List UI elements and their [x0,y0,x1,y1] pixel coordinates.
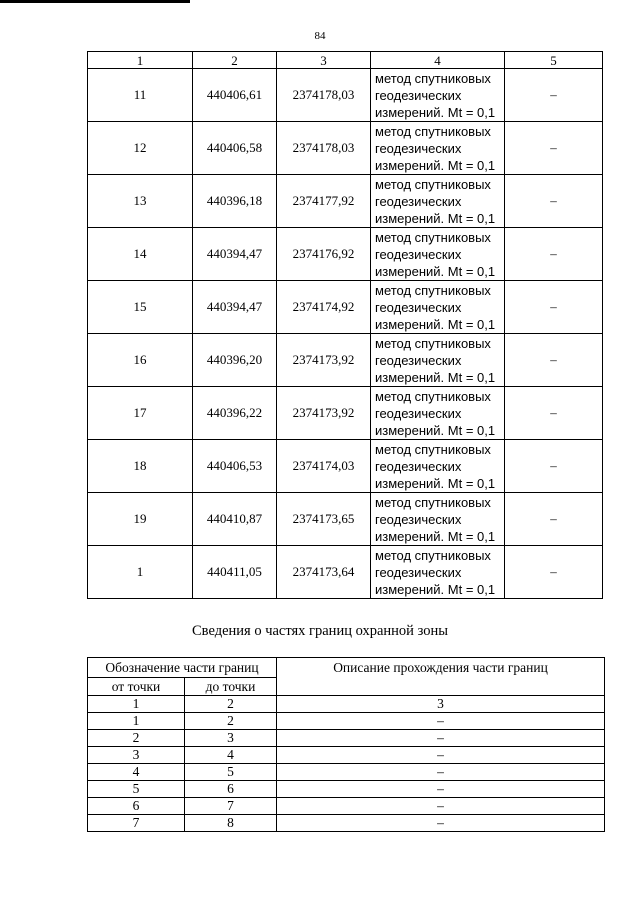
table-row [88,764,605,781]
to-point: 8 [185,815,277,832]
method-description [371,69,505,122]
method-line: измерений. Mt = 0,1 [375,369,496,385]
method-line: геодезических [375,246,462,262]
coordinates-table [87,51,603,599]
method-description [371,122,505,175]
column-header: 3 [277,52,371,69]
coordinate-y: 2374173,65 [277,493,371,546]
part-description: – [277,815,605,832]
coordinate-x: 440396,20 [193,334,277,387]
part-description: – [277,764,605,781]
part-description: – [277,747,605,764]
method-line: геодезических [375,87,462,103]
method-line: геодезических [375,140,462,156]
column-header: 2 [193,52,277,69]
table-row [88,69,603,122]
column-header: 4 [371,52,505,69]
part-description: – [277,730,605,747]
method-line: измерений. Mt = 0,1 [375,104,496,120]
coordinate-y: 2374178,03 [277,122,371,175]
method-line: метод спутниковых [375,176,491,192]
method-line: метод спутниковых [375,494,491,510]
point-number: 14 [88,228,193,281]
to-point: 7 [185,798,277,815]
coordinate-y: 2374173,64 [277,546,371,599]
method-line: геодезических [375,352,462,368]
extra-value: – [505,175,603,228]
top-left-rule [0,0,190,3]
method-description [371,334,505,387]
extra-value: – [505,281,603,334]
method-line: измерений. Mt = 0,1 [375,422,496,438]
coordinate-y: 2374176,92 [277,228,371,281]
coordinate-x: 440410,87 [193,493,277,546]
coordinate-x: 440406,58 [193,122,277,175]
method-line: геодезических [375,458,462,474]
parts-table-numbering-row [88,696,605,713]
parts-table-header-row [88,658,605,678]
point-number: 13 [88,175,193,228]
section-title: Сведения о частях границ охранной зоны [192,623,448,639]
method-line: геодезических [375,299,462,315]
description-header: Описание прохождения части границ [277,658,605,696]
method-description [371,387,505,440]
point-number: 1 [88,546,193,599]
method-line: измерений. Mt = 0,1 [375,316,496,332]
boundary-parts-table [87,657,605,832]
table-row [88,440,603,493]
method-line: метод спутниковых [375,388,491,404]
method-line: метод спутниковых [375,229,491,245]
point-number: 15 [88,281,193,334]
coordinate-y: 2374174,03 [277,440,371,493]
from-point-header: от точки [88,678,185,696]
table-row [88,334,603,387]
coordinate-x: 440394,47 [193,281,277,334]
coordinate-x: 440406,61 [193,69,277,122]
method-line: измерений. Mt = 0,1 [375,157,496,173]
table-row [88,281,603,334]
method-line: метод спутниковых [375,547,491,563]
coordinate-x: 440396,22 [193,387,277,440]
extra-value: – [505,387,603,440]
to-point: 4 [185,747,277,764]
to-point: 5 [185,764,277,781]
page-number: 84 [314,30,326,42]
method-line: геодезических [375,511,462,527]
from-point: 3 [88,747,185,764]
method-line: метод спутниковых [375,441,491,457]
to-point: 2 [185,713,277,730]
method-line: геодезических [375,193,462,209]
to-point: 3 [185,730,277,747]
extra-value: – [505,69,603,122]
table-row [88,798,605,815]
method-line: геодезических [375,405,462,421]
extra-value: – [505,440,603,493]
method-description [371,281,505,334]
method-line: измерений. Mt = 0,1 [375,528,496,544]
method-line: метод спутниковых [375,123,491,139]
extra-value: – [505,334,603,387]
column-header: 1 [88,52,193,69]
table-row [88,747,605,764]
method-line: измерений. Mt = 0,1 [375,210,496,226]
point-number: 12 [88,122,193,175]
coordinate-x: 440394,47 [193,228,277,281]
table-row [88,228,603,281]
part-description: – [277,798,605,815]
coordinate-x: 440411,05 [193,546,277,599]
method-line: измерений. Mt = 0,1 [375,475,496,491]
method-description [371,175,505,228]
point-number: 16 [88,334,193,387]
table-row [88,493,603,546]
from-point: 5 [88,781,185,798]
table-row [88,546,603,599]
column-number: 3 [277,696,605,713]
coordinate-y: 2374177,92 [277,175,371,228]
column-header: 5 [505,52,603,69]
to-point-header: до точки [185,678,277,696]
method-description [371,546,505,599]
method-description [371,228,505,281]
table-row [88,730,605,747]
point-number: 19 [88,493,193,546]
column-number: 2 [185,696,277,713]
coordinate-x: 440406,53 [193,440,277,493]
designation-header: Обозначение части границ [88,658,277,678]
table-row [88,781,605,798]
from-point: 6 [88,798,185,815]
extra-value: – [505,122,603,175]
coordinates-table-header [88,52,603,69]
from-point: 7 [88,815,185,832]
table-row [88,387,603,440]
from-point: 2 [88,730,185,747]
to-point: 6 [185,781,277,798]
method-line: метод спутниковых [375,70,491,86]
method-line: измерений. Mt = 0,1 [375,263,496,279]
method-line: метод спутниковых [375,282,491,298]
part-description: – [277,781,605,798]
method-description [371,493,505,546]
table-row [88,175,603,228]
from-point: 1 [88,713,185,730]
method-description [371,440,505,493]
coordinate-y: 2374173,92 [277,334,371,387]
table-row [88,815,605,832]
part-description: – [277,713,605,730]
column-number: 1 [88,696,185,713]
point-number: 11 [88,69,193,122]
method-line: измерений. Mt = 0,1 [375,581,496,597]
method-line: геодезических [375,564,462,580]
extra-value: – [505,546,603,599]
extra-value: – [505,493,603,546]
extra-value: – [505,228,603,281]
coordinate-y: 2374173,92 [277,387,371,440]
table-row [88,713,605,730]
from-point: 4 [88,764,185,781]
method-line: метод спутниковых [375,335,491,351]
coordinate-y: 2374178,03 [277,69,371,122]
point-number: 18 [88,440,193,493]
coordinate-x: 440396,18 [193,175,277,228]
table-row [88,122,603,175]
coordinate-y: 2374174,92 [277,281,371,334]
point-number: 17 [88,387,193,440]
